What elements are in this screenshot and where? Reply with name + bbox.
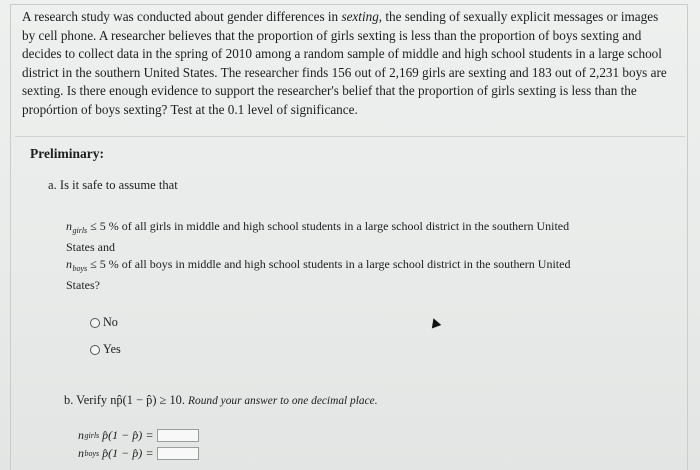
question-b-label: b. Verify np̂(1 − p̂) ≥ 10. [64,393,185,407]
boys-answer-row [78,446,199,461]
condition-girls-text: ≤ 5 % of all girls in middle and high school students in a large school district in the southern United States and [66,219,570,254]
problem-text-end: , the sending of sexually explicit messages or images by cell phone. A researcher believes that the proportion of girls sexting is less than the proportion of boys sexting and decides to collect data in the spring of 2010 among a random sample of middle and high school students in a large school district in the southern United States. The researcher finds 156 out of 2,169 girls are sexting and 183 out of 2,231 boys are sexting. Is there enough evidence to support the researcher's belief that the proportion of girls sexting is less than the propórtion of boys sexting? Test at the 0.1 level of significance. [22,9,667,117]
option-yes[interactable] [90,342,121,357]
n-symbol: n [78,446,84,460]
question-b-note: Round your answer to one decimal place. [188,395,378,407]
n-symbol: n [66,257,72,271]
problem-text-start: A research study was conducted about gender differences in [22,9,342,24]
equals-sign: = [146,446,154,460]
girls-answer-row [78,428,199,443]
condition-boys-text: ≤ 5 % of all boys in middle and high school students in a large school district in the southern United States? [66,257,571,292]
boys-subscript: boys [72,264,88,273]
girls-subscript: girls [84,431,100,440]
n-symbol: n [66,219,72,233]
girls-answer-input[interactable] [157,429,199,442]
preliminary-heading: Preliminary: [30,146,104,161]
boys-expression: p̂(1 − p̂) [102,446,143,460]
option-yes-label: Yes [103,342,121,356]
question-b [64,393,378,408]
problem-statement [22,8,672,120]
girls-subscript: girls [72,226,88,235]
equals-sign: = [146,428,154,442]
n-symbol: n [78,428,84,442]
option-no-label: No [103,315,118,329]
option-no[interactable] [90,315,118,330]
question-a-label: a. Is it safe to assume that [48,178,178,192]
condition-girls [66,218,586,256]
problem-italic-term: sexting [341,9,379,24]
radio-yes[interactable] [90,345,100,355]
boys-answer-input[interactable] [157,447,199,460]
section-divider [15,136,685,137]
condition-boys [66,256,586,294]
radio-no[interactable] [90,318,100,328]
boys-subscript: boys [84,449,100,458]
girls-expression: p̂(1 − p̂) [102,428,143,442]
